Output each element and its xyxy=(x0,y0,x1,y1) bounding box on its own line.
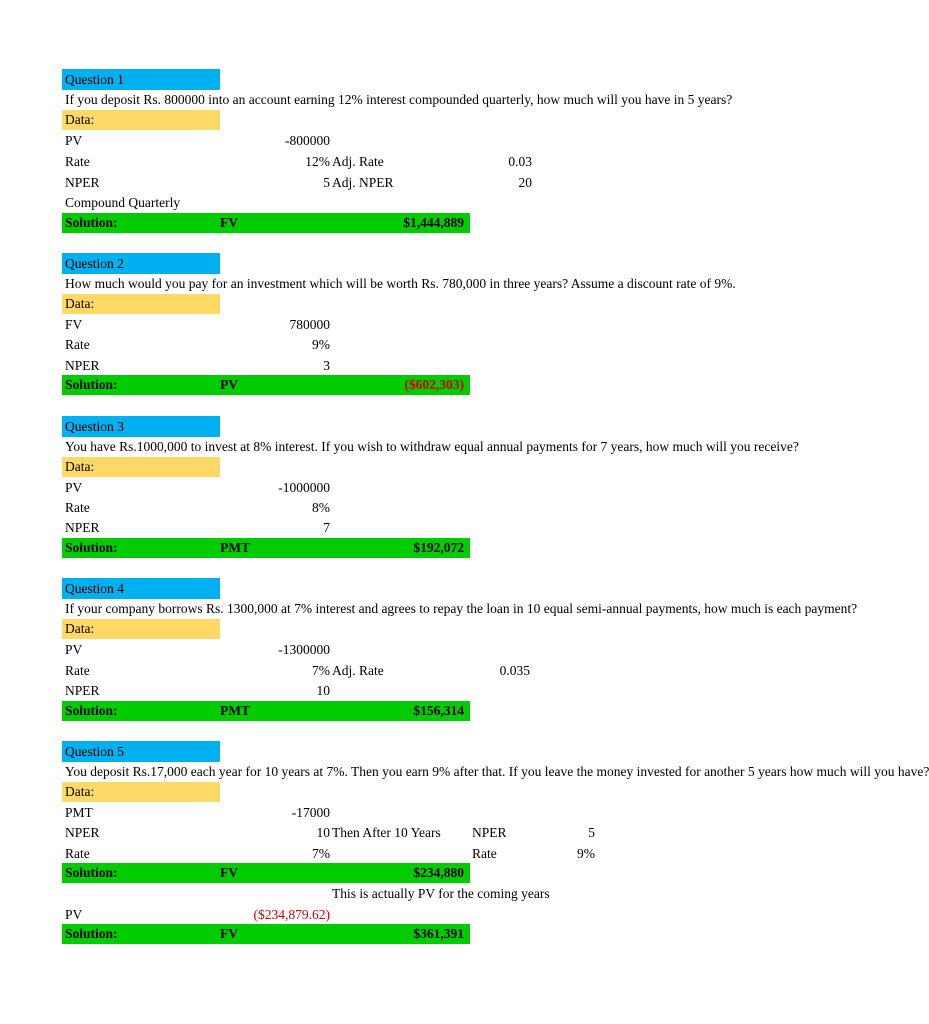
q1-pv-value: -800000 xyxy=(285,133,330,148)
q2-nper-label: NPER xyxy=(65,358,100,373)
q1-solution-result: $1,444,889 xyxy=(403,215,464,230)
q3-pv-value: -1000000 xyxy=(278,480,330,495)
q5-row-rate[interactable] xyxy=(62,843,662,864)
q5-solution-func: FV xyxy=(220,865,238,880)
q3-rate-value: 8% xyxy=(312,500,330,515)
q5-pv-value: ($234,879.62) xyxy=(253,907,330,922)
q2-solution-label: Solution: xyxy=(65,377,118,392)
q5-header[interactable]: Question 5 xyxy=(62,741,220,762)
q5-solution2-bar[interactable] xyxy=(62,924,470,944)
q3-pv-label: PV xyxy=(65,480,83,495)
q3-rate-label: Rate xyxy=(65,500,90,515)
q1-solution-func: FV xyxy=(220,215,238,230)
q5-rate-label: Rate xyxy=(65,846,90,861)
q2-row-rate[interactable] xyxy=(62,334,562,355)
q4-data-label[interactable]: Data: xyxy=(62,619,220,639)
q1-rate-value: 12% xyxy=(305,154,330,169)
q5-solution-label: Solution: xyxy=(65,865,118,880)
q3-nper-label: NPER xyxy=(65,520,100,535)
q1-data-label[interactable]: Data: xyxy=(62,110,220,130)
q4-nper-value: 10 xyxy=(316,683,330,698)
q5-rate2-label: Rate xyxy=(472,846,497,861)
q5-then-after-note: Then After 10 Years xyxy=(332,825,441,840)
q1-adj-nper-label: Adj. NPER xyxy=(332,175,394,190)
q2-rate-value: 9% xyxy=(312,337,330,352)
q5-nper2-label: NPER xyxy=(472,825,507,840)
q3-header[interactable]: Question 3 xyxy=(62,416,220,437)
q5-row-pmt[interactable] xyxy=(62,802,662,823)
q3-row-pv[interactable] xyxy=(62,477,562,498)
q4-pv-value: -1300000 xyxy=(278,642,330,657)
q3-solution-bar[interactable] xyxy=(62,538,470,558)
q5-note-row[interactable] xyxy=(62,883,662,904)
q1-row-nper[interactable] xyxy=(62,172,562,193)
q2-nper-value: 3 xyxy=(323,358,330,373)
q2-solution-bar[interactable] xyxy=(62,375,470,395)
q5-nper-value: 10 xyxy=(316,825,330,840)
q4-adj-rate-value: 0.035 xyxy=(499,663,530,678)
q5-rate-value: 7% xyxy=(312,846,330,861)
q1-header[interactable]: Question 1 xyxy=(62,69,220,90)
q4-rate-value: 7% xyxy=(312,663,330,678)
q1-nper-value: 5 xyxy=(323,175,330,190)
q5-nper-label: NPER xyxy=(65,825,100,840)
q3-solution-func: PMT xyxy=(220,540,250,555)
q1-row-compound[interactable] xyxy=(62,192,362,213)
q5-data-label[interactable]: Data: xyxy=(62,782,220,802)
q2-row-fv[interactable] xyxy=(62,314,562,335)
q2-header[interactable]: Question 2 xyxy=(62,253,220,274)
q1-solution-bar[interactable] xyxy=(62,213,470,233)
q2-rate-label: Rate xyxy=(65,337,90,352)
q1-compound-label: Compound Quarterly xyxy=(65,195,181,210)
q4-solution-bar[interactable] xyxy=(62,701,470,721)
q5-solution-bar[interactable] xyxy=(62,863,470,883)
q4-solution-func: PMT xyxy=(220,703,250,718)
q5-text[interactable]: You deposit Rs.17,000 each year for 10 years at 7%. Then you earn 9% after that. If you leave the money invested for another 5 years how much will you have? xyxy=(65,764,929,779)
q1-row-pv[interactable] xyxy=(62,130,562,151)
q3-data-label[interactable]: Data: xyxy=(62,457,220,477)
q3-nper-value: 7 xyxy=(323,520,330,535)
q2-solution-func: PV xyxy=(220,377,238,392)
q1-text[interactable]: If you deposit Rs. 800000 into an account earning 12% interest compounded quarterly, how much will you have in 5 years? xyxy=(65,92,733,107)
q2-data-label[interactable]: Data: xyxy=(62,294,220,314)
q3-row-nper[interactable] xyxy=(62,517,562,538)
q2-fv-value: 780000 xyxy=(289,317,330,332)
q5-pmt-label: PMT xyxy=(65,805,93,820)
q4-pv-label: PV xyxy=(65,642,83,657)
q4-header[interactable]: Question 4 xyxy=(62,578,220,599)
q5-pv-label: PV xyxy=(65,907,83,922)
q5-pv-note: This is actually PV for the coming years xyxy=(332,886,550,901)
q4-nper-label: NPER xyxy=(65,683,100,698)
q4-row-pv[interactable] xyxy=(62,639,562,660)
q2-fv-label: FV xyxy=(65,317,83,332)
q4-rate-label: Rate xyxy=(65,663,90,678)
q3-row-rate[interactable] xyxy=(62,497,562,518)
q4-row-rate[interactable] xyxy=(62,660,562,681)
q4-adj-rate-label: Adj. Rate xyxy=(332,663,384,678)
q5-solution2-result: $361,391 xyxy=(413,926,464,941)
q5-solution2-func: FV xyxy=(220,926,238,941)
q5-solution2-label: Solution: xyxy=(65,926,118,941)
q1-pv-label: PV xyxy=(65,133,83,148)
q5-row-pv[interactable] xyxy=(62,904,662,925)
q1-row-rate[interactable] xyxy=(62,151,562,172)
q2-row-nper[interactable] xyxy=(62,355,562,376)
q3-solution-label: Solution: xyxy=(65,540,118,555)
q1-adj-rate-label: Adj. Rate xyxy=(332,154,384,169)
q1-adj-nper-value: 20 xyxy=(518,175,532,190)
q1-solution-label: Solution: xyxy=(65,215,118,230)
q4-solution-label: Solution: xyxy=(65,703,118,718)
q4-solution-result: $156,314 xyxy=(413,703,464,718)
q5-row-nper[interactable] xyxy=(62,822,662,843)
q2-text[interactable]: How much would you pay for an investment which will be worth Rs. 780,000 in three years? Assume a discount rate of 9%. xyxy=(65,276,736,291)
q2-solution-result: ($602,303) xyxy=(404,377,464,392)
q3-solution-result: $192,072 xyxy=(413,540,464,555)
q1-nper-label: NPER xyxy=(65,175,100,190)
q5-solution-result: $234,880 xyxy=(413,865,464,880)
q5-pmt-value: -17000 xyxy=(291,805,330,820)
q4-row-nper[interactable] xyxy=(62,680,562,701)
q5-nper2-value: 5 xyxy=(588,825,595,840)
q1-rate-label: Rate xyxy=(65,154,90,169)
q5-rate2-value: 9% xyxy=(577,846,595,861)
q1-adj-rate-value: 0.03 xyxy=(508,154,532,169)
q4-text[interactable]: If your company borrows Rs. 1300,000 at 7% interest and agrees to repay the loan in 10 equal semi-annual payments, how much is each payment? xyxy=(65,601,858,616)
q3-text[interactable]: You have Rs.1000,000 to invest at 8% interest. If you wish to withdraw equal annual payments for 7 years, how much will you receive? xyxy=(65,439,799,454)
